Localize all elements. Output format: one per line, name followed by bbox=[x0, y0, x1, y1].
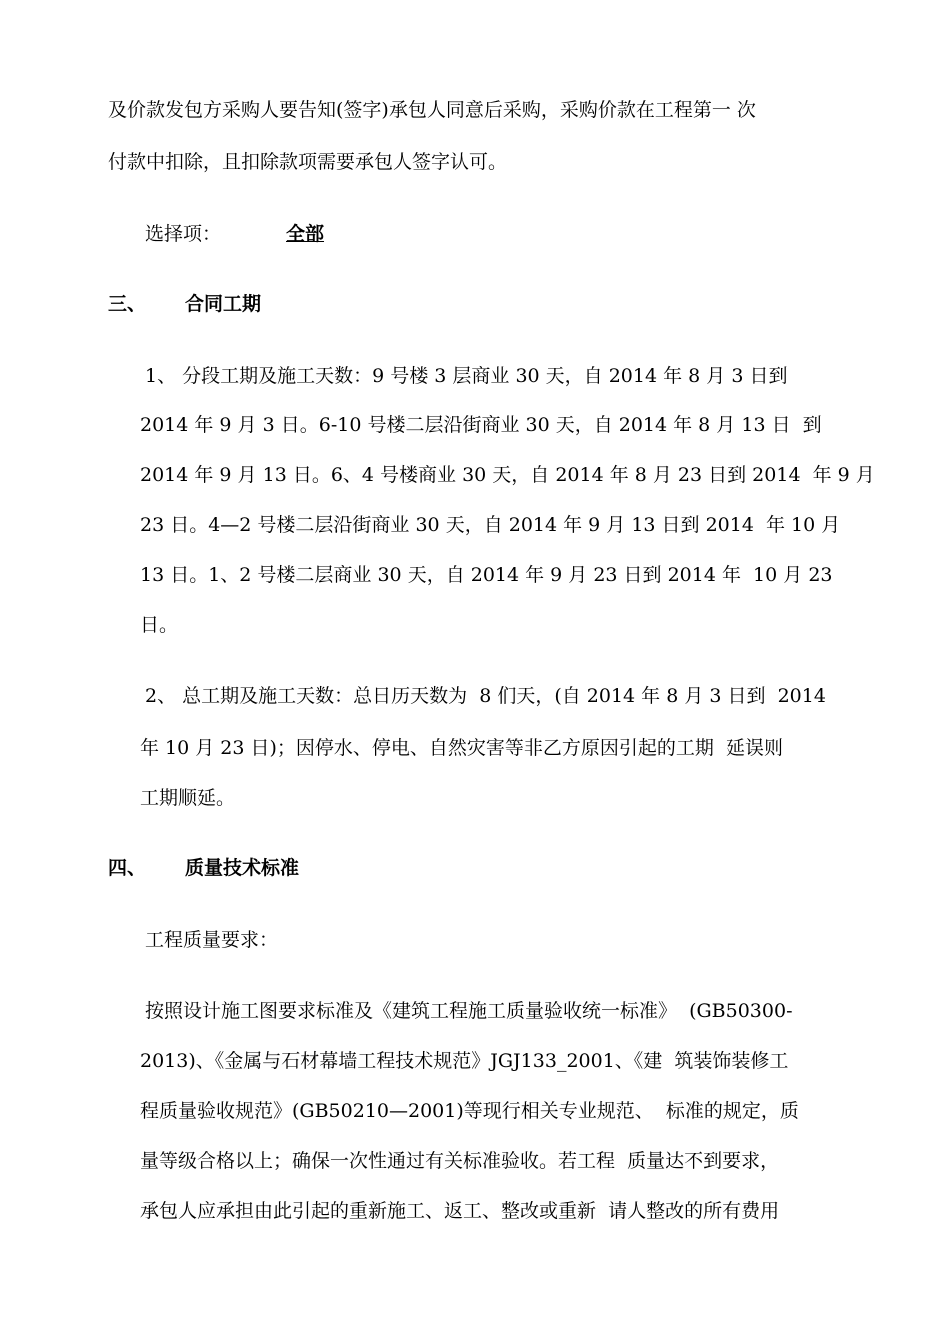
paragraph-line: 年 10 月 23 日)；因停水、停电、自然灾害等非乙方原因引起的工期 延误则 bbox=[140, 737, 784, 759]
paragraph-line: 2、 总工期及施工天数：总日历天数为 8 们天，(自 2014 年 8 月 3 日到 2014 bbox=[145, 685, 826, 707]
choice-value: 全部 bbox=[286, 223, 325, 245]
paragraph-line: 工期顺延。 bbox=[140, 787, 236, 809]
paragraph-line: 按照设计施工图要求标准及《建筑工程施工质量验收统一标准》 (GB50300- bbox=[145, 1000, 793, 1022]
paragraph-line: 承包人应承担由此引起的重新施工、返工、整改或重新 请人整改的所有费用 bbox=[140, 1200, 780, 1222]
quality-label: 工程质量要求： bbox=[145, 929, 279, 951]
paragraph-line: 付款中扣除，且扣除款项需要承包人签字认可。 bbox=[108, 151, 508, 173]
choice-label: 选择项： bbox=[145, 223, 222, 245]
paragraph-line: 量等级合格以上；确保一次性通过有关标准验收。若工程 质量达不到要求， bbox=[140, 1150, 780, 1172]
section-number: 三、 bbox=[108, 293, 147, 315]
paragraph-line: 日。 bbox=[140, 614, 179, 636]
paragraph-line: 2014 年 9 月 3 日。6-10 号楼二层沿街商业 30 天，自 2014 年 8 月 13 日 到 bbox=[140, 414, 822, 436]
paragraph-line: 程质量验收规范》(GB50210—2001)等现行相关专业规范、 标准的规定，质 bbox=[140, 1100, 799, 1122]
paragraph-line: 1、 分段工期及施工天数：9 号楼 3 层商业 30 天，自 2014 年 8 月 3 日到 bbox=[145, 365, 788, 387]
section-number: 四、 bbox=[108, 857, 147, 879]
section-title: 合同工期 bbox=[185, 293, 262, 315]
paragraph-line: 2013)、《金属与石材幕墙工程技术规范》JGJ133_2001、《建 筑装饰装修工 bbox=[140, 1050, 789, 1072]
paragraph-line: 13 日。1、2 号楼二层商业 30 天，自 2014 年 9 月 23 日到 2014 年 10 月 23 bbox=[140, 564, 833, 586]
section-title: 质量技术标准 bbox=[185, 857, 300, 879]
paragraph-line: 23 日。4—2 号楼二层沿街商业 30 天，自 2014 年 9 月 13 日到 2014 年 10 月 bbox=[140, 514, 841, 536]
paragraph-line: 及价款发包方采购人要告知(签字)承包人同意后采购，采购价款在工程第一 次 bbox=[108, 99, 756, 121]
paragraph-line: 2014 年 9 月 13 日。6、4 号楼商业 30 天，自 2014 年 8 月 23 日到 2014 年 9 月 bbox=[140, 464, 875, 486]
